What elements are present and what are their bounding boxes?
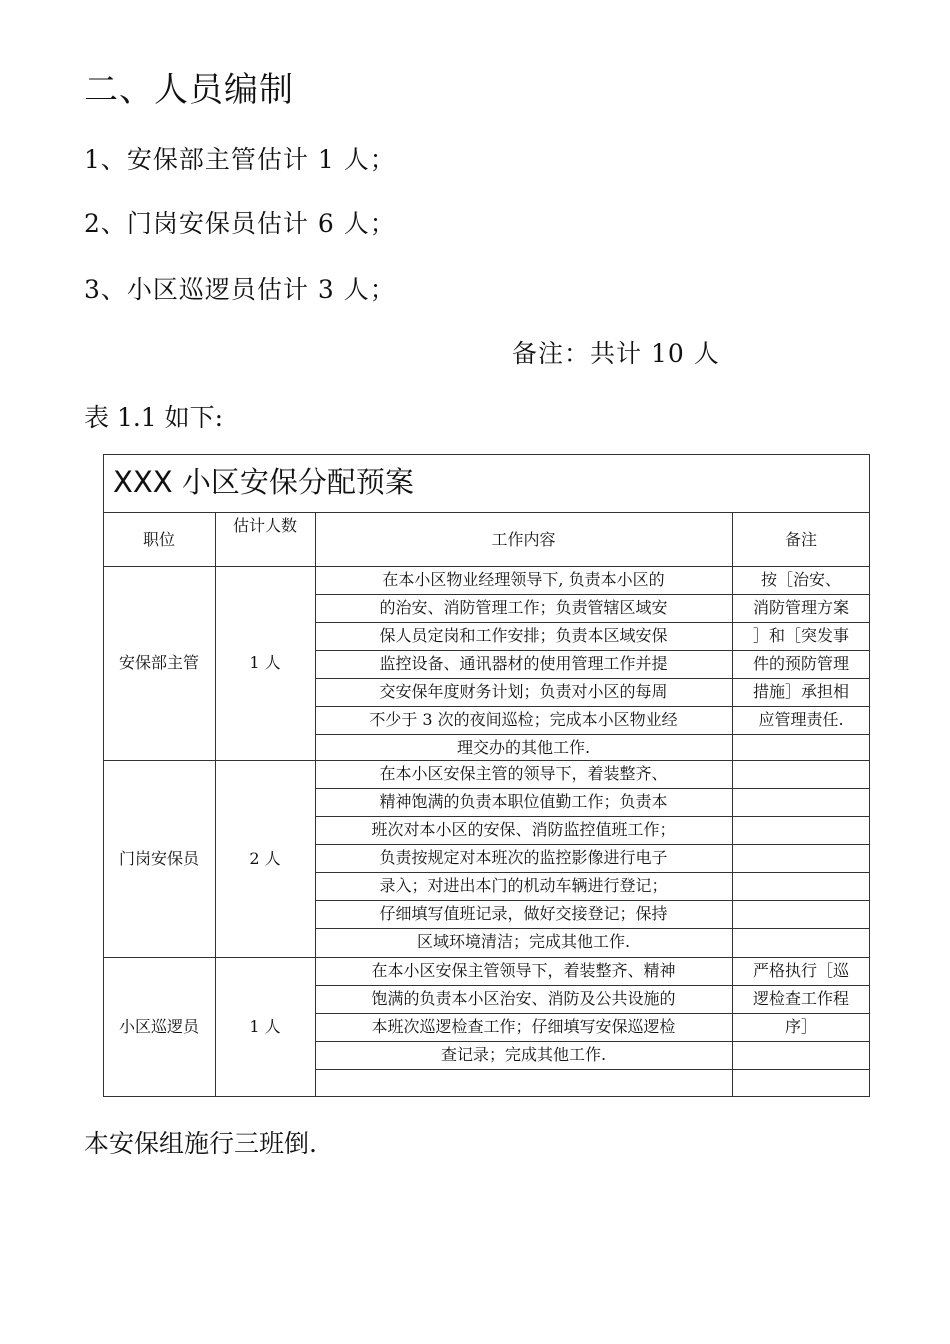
- content-line: 在本小区物业经理领导下, 负责本小区的: [382, 570, 665, 589]
- sub-row-rule: [315, 872, 870, 873]
- staffing-item: 1、安保部主管估计 1 人；: [84, 145, 396, 174]
- position-cell: 小区巡逻员: [118, 1017, 199, 1036]
- sub-row-rule: [315, 734, 870, 735]
- content-line: 保人员定岗和工作安排；负责本区域安保: [379, 626, 668, 645]
- header-position: 职位: [142, 530, 175, 549]
- footer-text: 本安保组施行三班倒.: [84, 1129, 317, 1158]
- remark-line: 件的预防管理: [752, 654, 849, 673]
- table-caption: 表 1.1 如下:: [84, 403, 224, 432]
- staffing-item: 2、门岗安保员估计 6 人；: [84, 209, 396, 238]
- remark-line: 逻检查工作程: [752, 989, 849, 1008]
- remark-line: 措施］承担相: [752, 682, 849, 701]
- sub-row-rule: [315, 1069, 870, 1070]
- content-line: 仔细填写值班记录，做好交接登记；保持: [379, 904, 668, 923]
- staffing-item: 3、小区巡逻员估计 3 人；: [84, 275, 396, 304]
- position-cell: 安保部主管: [118, 653, 199, 672]
- count-cell: 2 人: [249, 849, 281, 868]
- sub-row-rule: [315, 1041, 870, 1042]
- content-line: 监控设备、通讯器材的使用管理工作并提: [379, 654, 668, 673]
- content-line: 饱满的负责本小区治安、消防及公共设施的: [371, 989, 676, 1008]
- content-line: 交安保年度财务计划；负责对小区的每周: [379, 682, 668, 701]
- remark-line: 严格执行［巡: [752, 961, 849, 980]
- remark-line: 消防管理方案: [752, 598, 849, 617]
- content-line: 录入；对进出本门的机动车辆进行登记；: [379, 876, 668, 895]
- header-count: 估计人数: [232, 516, 297, 535]
- sub-row-rule: [315, 816, 870, 817]
- security-allocation-table: [103, 454, 870, 1097]
- count-cell: 1 人: [249, 1017, 281, 1036]
- content-line: 不少于 3 次的夜间巡检；完成本小区物业经: [369, 710, 678, 729]
- table-title: XXX 小区安保分配预案: [113, 465, 414, 499]
- content-line: 在本小区安保主管的领导下，着装整齐、: [379, 764, 668, 783]
- content-line: 理交办的其他工作.: [456, 738, 591, 757]
- header-remark: 备注: [784, 530, 817, 549]
- remark-line: 按［治安、: [760, 570, 841, 589]
- sub-row-rule: [315, 928, 870, 929]
- count-cell: 1 人: [249, 653, 281, 672]
- total-note: 备注：共计 10 人: [512, 339, 720, 368]
- content-line: 在本小区安保主管领导下，着装整齐、精神: [371, 961, 676, 980]
- content-line: 的治安、消防管理工作；负责管辖区域安: [379, 598, 668, 617]
- table-border-top: [103, 454, 870, 455]
- content-line: 查记录；完成其他工作.: [440, 1045, 607, 1064]
- sub-row-rule: [315, 844, 870, 845]
- remark-line: ］和［突发事: [752, 626, 849, 645]
- section-title: 二、人员编制: [84, 70, 294, 110]
- header-content: 工作内容: [491, 530, 556, 549]
- content-line: 区域环境清洁；完成其他工作.: [416, 932, 631, 951]
- sub-row-rule: [315, 788, 870, 789]
- content-line: 班次对本小区的安保、消防监控值班工作；: [371, 820, 676, 839]
- content-line: 本班次巡逻检查工作；仔细填写安保巡逻检: [371, 1017, 676, 1036]
- content-line: 精神饱满的负责本职位值勤工作；负责本: [379, 792, 668, 811]
- remark-line: 序］: [784, 1017, 817, 1036]
- remark-line: 应管理责任.: [758, 710, 844, 729]
- content-line: 负责按规定对本班次的监控影像进行电子: [379, 848, 668, 867]
- sub-row-rule: [315, 900, 870, 901]
- position-cell: 门岗安保员: [118, 849, 199, 868]
